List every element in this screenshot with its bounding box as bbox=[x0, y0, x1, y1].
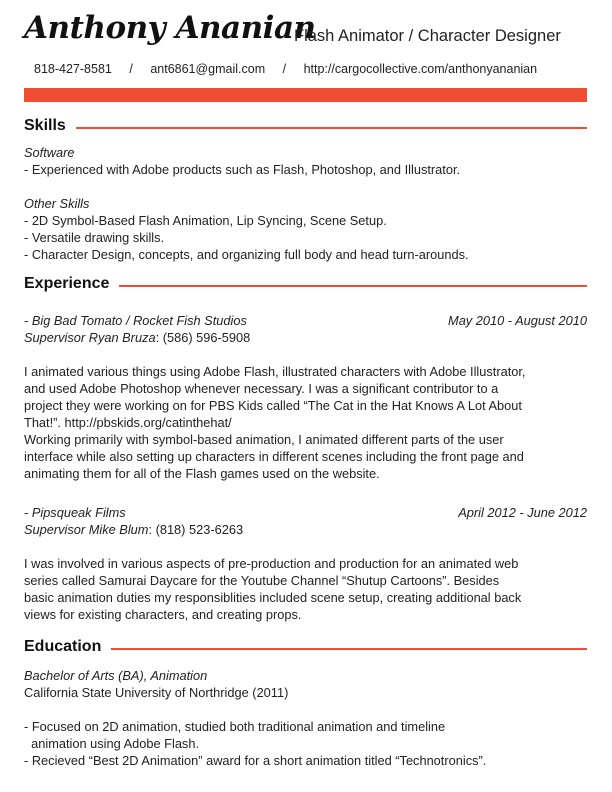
description-line: and used Adobe Photoshop whenever necessary. I was a significant contributor to a bbox=[24, 381, 499, 396]
description-line: animating them for all of the Flash games used on the website. bbox=[24, 466, 380, 481]
description-line: series called Samurai Daycare for the Youtube Channel “Shutup Cartoons”. Besides bbox=[24, 573, 500, 588]
education-section-header bbox=[24, 638, 587, 660]
contact-line bbox=[34, 62, 537, 76]
education-item: - Recieved “Best 2D Animation” award for a short animation titled “Technotronics”. bbox=[24, 753, 487, 768]
separator: / bbox=[282, 62, 287, 76]
experience-heading: Experience bbox=[24, 275, 119, 293]
section-rule bbox=[74, 127, 587, 129]
job-dates: April 2012 - June 2012 bbox=[458, 505, 587, 520]
software-subheading: Software bbox=[24, 145, 75, 160]
skill-item: - Character Design, concepts, and organizing full body and head turn-arounds. bbox=[24, 247, 469, 262]
job-company: - Pipsqueak Films bbox=[24, 505, 126, 520]
skill-item: - Experienced with Adobe products such as Flash, Photoshop, and Illustrator. bbox=[24, 162, 461, 177]
email-address: ant6861@gmail.com bbox=[150, 62, 266, 76]
section-rule bbox=[116, 285, 587, 287]
header-accent-bar bbox=[24, 88, 587, 102]
supervisor-phone: : (586) 596-5908 bbox=[155, 330, 251, 345]
job-description bbox=[24, 363, 589, 482]
section-rule bbox=[109, 648, 587, 650]
job-company: - Big Bad Tomato / Rocket Fish Studios bbox=[24, 313, 247, 328]
separator: / bbox=[129, 62, 133, 76]
skill-item: - 2D Symbol-Based Flash Animation, Lip Syncing, Scene Setup. bbox=[24, 213, 387, 228]
skill-item: - Versatile drawing skills. bbox=[24, 230, 165, 245]
degree: Bachelor of Arts (BA), Animation bbox=[24, 668, 208, 683]
description-line: Working primarily with symbol-based animation, I animated different parts of the user bbox=[24, 432, 504, 447]
experience-section-header bbox=[24, 275, 587, 297]
skills-section-header bbox=[24, 117, 587, 139]
supervisor-phone: : (818) 523-6263 bbox=[148, 522, 244, 537]
website-link[interactable]: http://cargocollective.com/anthonyananian bbox=[303, 62, 538, 76]
education-heading: Education bbox=[24, 638, 111, 656]
description-line: basic animation duties my responsiblities included scene setup, creating additional back bbox=[24, 590, 522, 605]
description-line: I animated various things using Adobe Flash, illustrated characters with Adobe Illustrator, bbox=[24, 364, 526, 379]
job-description bbox=[24, 555, 589, 623]
description-line: interface while also setting up characters in different scenes including the front page and bbox=[24, 449, 524, 464]
job-title: Flash Animator / Character Designer bbox=[294, 27, 561, 45]
description-line: I was involved in various aspects of pre-production and production for an animated web bbox=[24, 556, 519, 571]
description-line: That!”. http://pbskids.org/catinthehat/ bbox=[24, 415, 232, 430]
description-line: project they were working on for PBS Kids called “The Cat in the Hat Knows A Lot About bbox=[24, 398, 522, 413]
description-line: views for existing characters, and creating props. bbox=[24, 607, 302, 622]
job-supervisor bbox=[24, 521, 243, 538]
phone-number: 818-427-8581 bbox=[34, 62, 112, 76]
education-item: - Focused on 2D animation, studied both traditional animation and timeline bbox=[24, 719, 446, 734]
supervisor-name: Supervisor Ryan Bruza bbox=[24, 330, 156, 345]
applicant-name: Anthony Ananian bbox=[24, 10, 316, 46]
job-supervisor bbox=[24, 329, 250, 346]
school: California State University of Northridge (2011) bbox=[24, 685, 289, 700]
education-item: animation using Adobe Flash. bbox=[24, 736, 200, 751]
skills-heading: Skills bbox=[24, 117, 76, 135]
other-skills-subheading: Other Skills bbox=[24, 196, 90, 211]
job-dates: May 2010 - August 2010 bbox=[448, 313, 587, 328]
supervisor-name: Supervisor Mike Blum bbox=[24, 522, 149, 537]
